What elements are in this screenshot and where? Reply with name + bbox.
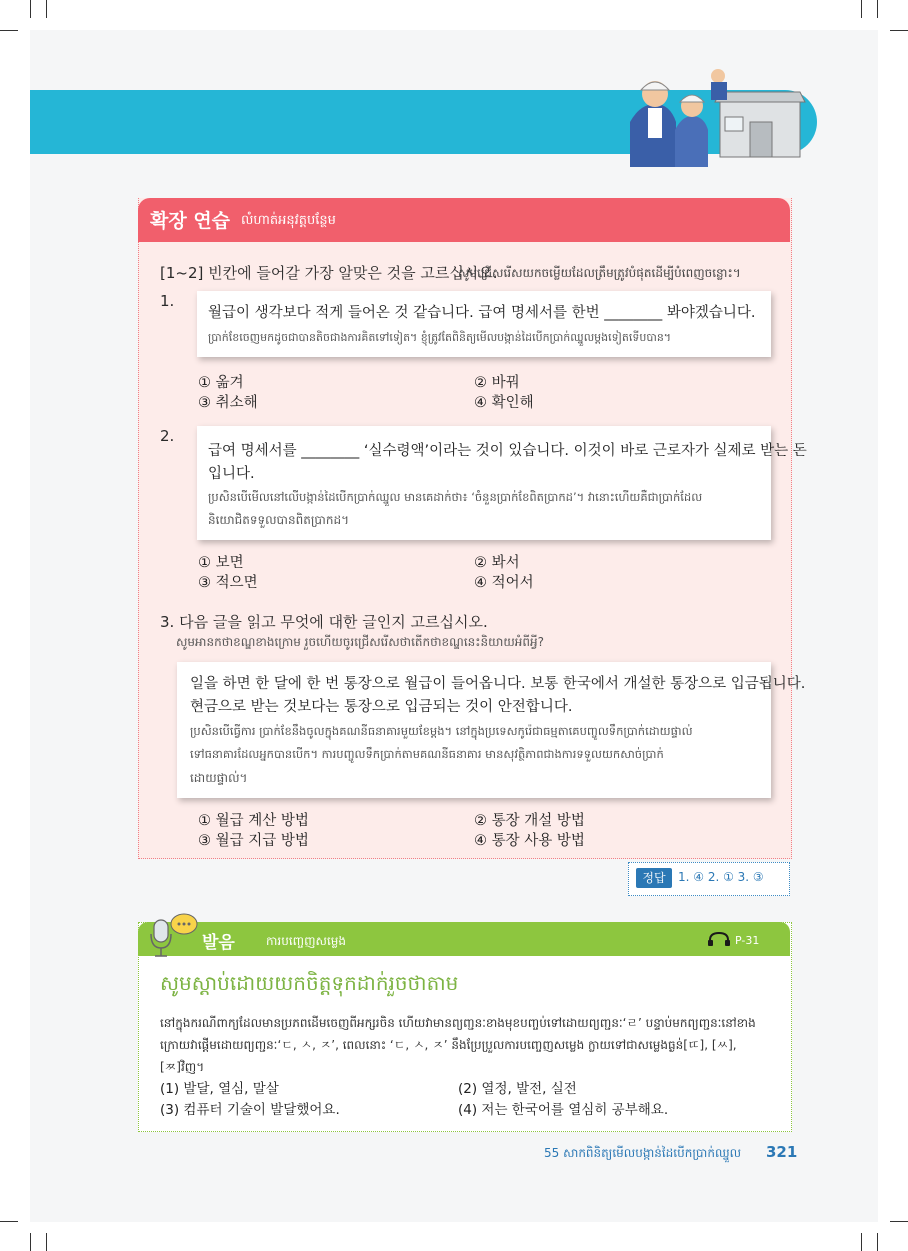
instruction-translation: សូមជ្រើសរើសយកចម្លើយដែលត្រឹមត្រូវបំផុតដើម្បីបំពេញចន្លោះ។ bbox=[458, 266, 741, 280]
q2-option-1[interactable]: ① 보면 bbox=[198, 555, 244, 571]
question-3-translation-line3: ដោយផ្ទាល់។ bbox=[190, 771, 248, 785]
question-3-prompt: 3. 다음 글을 읽고 무엇에 대한 글인지 고르십시오. bbox=[160, 613, 488, 631]
q3-option-3[interactable]: ③ 월급 지급 방법 bbox=[198, 833, 309, 849]
pronunciation-item-1: (1) 발달, 열심, 말살 bbox=[160, 1081, 279, 1097]
question-1-sentence: 월급이 생각보다 적게 들어온 것 같습니다. 급여 명세서를 한번 ________ 봐야겠습니다. bbox=[208, 305, 756, 321]
crop-mark bbox=[30, 0, 31, 18]
crop-mark bbox=[46, 0, 47, 18]
question-3-translation-line1: ប្រសិនបើធ្វើការ ប្រាក់ខែនឹងចូលក្នុងគណនីធនាគារមួយខែម្តង។ នៅក្នុងប្រទេសកូរ៉េជាធម្មតាគេបញ្ចូលទឹកប្រាក់ដោយផ្ទាល់ bbox=[190, 724, 693, 738]
q3-option-1[interactable]: ① 월급 계산 방법 bbox=[198, 813, 309, 829]
question-3-translation-line2: ទៅធនាគារដែលអ្នកបានបើក។ ការបញ្ចូលទឹកប្រាក់តាមគណនីធនាគារ មានសុវត្ថិភាពជាងការទទួលយកសាច់ប្រាក់ bbox=[190, 747, 664, 761]
section-title: 확장 연습 bbox=[150, 210, 231, 232]
headphone-icon[interactable] bbox=[707, 931, 731, 947]
q2-option-3[interactable]: ③ 적으면 bbox=[198, 575, 258, 591]
pronunciation-heading: សូមស្តាប់ដោយយកចិត្តទុកដាក់រួចថាតាម bbox=[160, 971, 459, 995]
footer-lesson-title: 55 សាកពិនិត្យមើលបង្កាន់ដៃបើកប្រាក់ឈ្នួល bbox=[544, 1146, 742, 1160]
q1-option-1[interactable]: ① 옮겨 bbox=[198, 375, 244, 391]
exercise-header bbox=[138, 198, 790, 242]
question-1-translation: ប្រាក់ខែចេញមកដូចជាបានតិចជាងការគិតទៅទៀត។ ខ្ញុំត្រូវតែពិនិត្យមើលបង្កាន់ដៃបើកប្រាក់ឈ្នួលម្តងទៀតទើបបាន។ bbox=[208, 331, 672, 344]
pronunciation-header bbox=[138, 922, 790, 956]
crop-mark bbox=[890, 30, 908, 31]
q2-option-4[interactable]: ④ 적어서 bbox=[474, 575, 534, 591]
pronunciation-item-2: (2) 열정, 발전, 실전 bbox=[458, 1081, 577, 1097]
page-number: 321 bbox=[766, 1143, 798, 1161]
crop-mark bbox=[877, 1233, 878, 1251]
pronunciation-description: នៅក្នុងករណីពាក្យដែលមានប្រភពដើមចេញពីអក្សរចិន ហើយវាមានព្យញ្ជនៈខាងមុខបញ្ចប់ទៅដោយព្យញ្ជនៈ‘ㄹ’ បន្ទាប់មកព្យញ្ជនៈនៅខាងក្រោយវាផ្តើមដោយព្យញ្ជនៈ‘ㄷ, ㅅ, ㅈ’, ពេលនោះ ‘ㄷ, ㅅ, ㅈ’ នឹងប្រែប្រួលការបញ្ចេញសម្លេង ក្លាយទៅជាសម្លេងធ្ងន់[ㄸ], [ㅆ], [ㅉ]វិញ។ bbox=[160, 1016, 756, 1074]
question-3-passage-line2: 현금으로 받는 것보다는 통장으로 입금되는 것이 안전합니다. bbox=[190, 699, 573, 715]
pronunciation-title: 발음 bbox=[202, 933, 235, 953]
pronunciation-item-4: (4) 저는 한국어를 열심히 공부해요. bbox=[458, 1102, 669, 1118]
answer-label: 정답 bbox=[636, 868, 672, 888]
q1-option-2[interactable]: ② 바꿔 bbox=[474, 375, 520, 391]
crop-mark bbox=[861, 1233, 862, 1251]
crop-mark bbox=[877, 0, 878, 18]
q1-option-3[interactable]: ③ 취소해 bbox=[198, 395, 258, 411]
q2-option-2[interactable]: ② 봐서 bbox=[474, 555, 520, 571]
q3-option-2[interactable]: ② 통장 개설 방법 bbox=[474, 813, 585, 829]
microphone-icon bbox=[148, 912, 202, 962]
question-2-translation-line2: និយោជិតទទួលបានពិតប្រាកដ។ bbox=[208, 513, 349, 527]
question-2-number: 2. bbox=[160, 427, 175, 445]
question-3-prompt-translation: សូមអានកថាខណ្ឌខាងក្រោម រួចហើយចូរជ្រើសរើសថាតើកថាខណ្ឌនេះនិយាយអំពីអ្វី? bbox=[176, 635, 545, 649]
section-subtitle: លំហាត់អនុវត្តបន្ថែម bbox=[241, 213, 336, 228]
crop-mark bbox=[0, 1221, 18, 1222]
crop-mark bbox=[0, 30, 18, 31]
q1-option-4[interactable]: ④ 확인해 bbox=[474, 395, 534, 411]
pronunciation-subtitle: ការបញ្ចេញសម្លេង bbox=[266, 934, 346, 948]
crop-mark bbox=[890, 1221, 908, 1222]
question-1-number: 1. bbox=[160, 292, 175, 310]
question-2-sentence-line2: 입니다. bbox=[208, 466, 255, 482]
question-2-translation-line1: ប្រសិនបើមើលនៅលើបង្កាន់ដៃបើកប្រាក់ឈ្នួល មានគេដាក់ថា៖ ‘ចំនួនប្រាក់ខែពិតប្រាកដ’។ វានោះហើយគឺជាប្រាក់ដែល bbox=[208, 490, 703, 504]
audio-track-ref: P-31 bbox=[735, 934, 760, 947]
pronunciation-item-3: (3) 컴퓨터 기술이 발달했어요. bbox=[160, 1102, 340, 1118]
question-3-passage-line1: 일을 하면 한 달에 한 번 통장으로 월급이 들어옵니다. 보통 한국에서 개설한 통장으로 입금됩니다. bbox=[190, 676, 806, 692]
workers-illustration bbox=[620, 62, 810, 167]
answer-text: 1. ④ 2. ① 3. ③ bbox=[678, 870, 764, 884]
crop-mark bbox=[861, 0, 862, 18]
crop-mark bbox=[30, 1233, 31, 1251]
instruction: [1~2] 빈칸에 들어갈 가장 알맞은 것을 고르십시오. bbox=[160, 264, 498, 282]
q3-option-4[interactable]: ④ 통장 사용 방법 bbox=[474, 833, 585, 849]
crop-mark bbox=[46, 1233, 47, 1251]
question-2-sentence-line1: 급여 명세서를 ________ ‘실수령액’이라는 것이 있습니다. 이것이 바로 근로자가 실제로 받는 돈 bbox=[208, 443, 807, 459]
